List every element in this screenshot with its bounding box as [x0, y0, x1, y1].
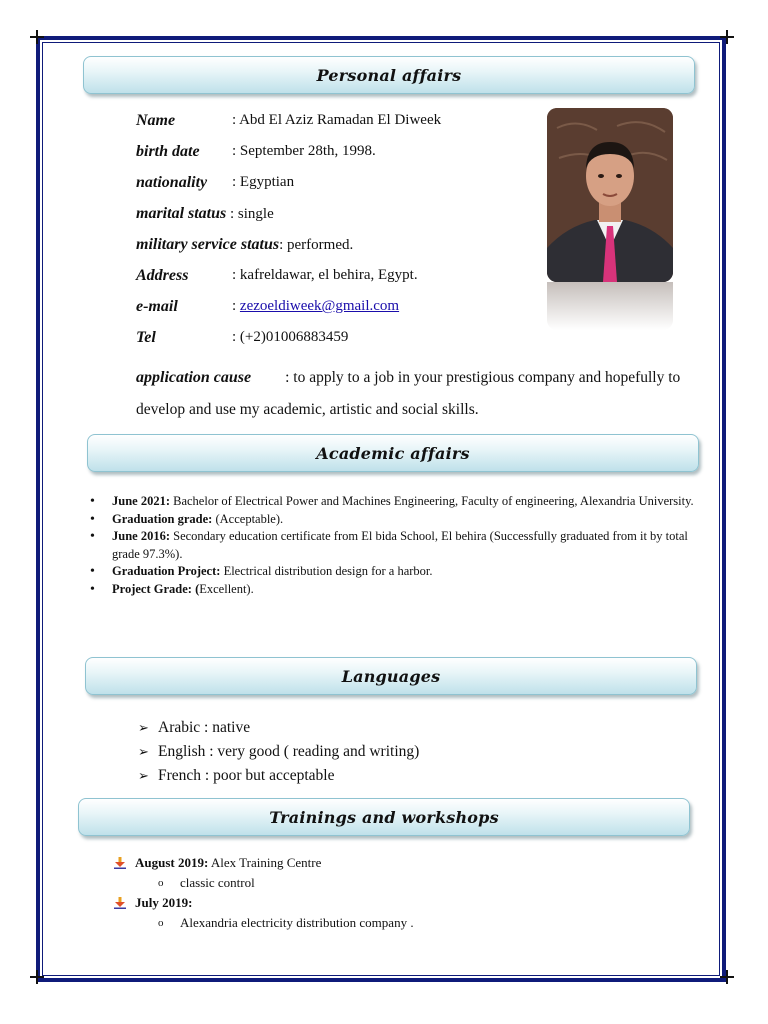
- section-header-academic: [87, 434, 699, 472]
- item-date: August 2019:: [135, 855, 209, 870]
- application-cause-text: : to apply to a job in your prestigious company and hopefully to develop and use my academic, artistic and social skills.: [136, 369, 681, 418]
- list-item: [114, 853, 414, 873]
- item-date: June 2021:: [112, 494, 170, 508]
- section-header-personal: [83, 56, 695, 94]
- download-arrow-icon: [114, 857, 126, 869]
- trainings-list: [114, 853, 414, 933]
- nationality-value: : Egyptian: [232, 174, 295, 190]
- language-text: English : very good ( reading and writing): [158, 743, 420, 760]
- marital-status-row: [136, 205, 274, 229]
- profile-photo-illustration: [547, 108, 673, 282]
- profile-photo-reflection: [547, 282, 673, 330]
- languages-list: [138, 716, 419, 788]
- section-header-languages: [85, 657, 697, 695]
- item-date: Project Grade: (: [112, 581, 200, 596]
- item-date: Graduation Project:: [112, 564, 221, 578]
- section-title: Personal affairs: [316, 65, 462, 85]
- list-item: [138, 740, 419, 764]
- academic-list: [90, 493, 700, 598]
- sub-item: o Alexandria electricity distribution company .: [114, 913, 414, 933]
- profile-photo: [547, 108, 673, 282]
- corner-ornament: [30, 970, 44, 984]
- email-label: e-mail: [136, 298, 178, 315]
- section-title: Languages: [341, 666, 441, 686]
- item-text: Excellent).: [199, 581, 254, 596]
- list-item: [90, 581, 700, 599]
- list-item: [90, 511, 700, 529]
- list-item: [138, 764, 419, 788]
- name-value: : Abd El Aziz Ramadan El Diweek: [232, 112, 442, 128]
- address-value: : kafreldawar, el behira, Egypt.: [232, 267, 418, 283]
- item-text: Alex Training Centre: [208, 855, 322, 870]
- tel-value: : (+2)01006883459: [232, 329, 349, 345]
- military-status-value: : performed.: [279, 237, 354, 253]
- military-status-label: military service status: [136, 236, 280, 253]
- address-row: [136, 267, 418, 291]
- arrow-bullet-icon: ➢: [138, 720, 149, 735]
- name-row: [136, 112, 442, 136]
- email-row: [136, 298, 400, 322]
- item-date: July 2019:: [135, 895, 193, 910]
- arrow-bullet-icon: ➢: [138, 744, 149, 759]
- download-arrow-icon: [114, 897, 126, 909]
- section-title: Trainings and workshops: [269, 807, 499, 827]
- birth-date-value: : September 28th, 1998.: [232, 143, 376, 159]
- language-text: French : poor but acceptable: [158, 767, 335, 784]
- birth-date-label: birth date: [136, 143, 200, 160]
- list-item: [114, 893, 414, 913]
- birth-date-row: [136, 143, 376, 167]
- military-status-row: [136, 236, 353, 260]
- item-text: (Acceptable).: [212, 511, 284, 526]
- list-item: [90, 528, 700, 563]
- email-link[interactable]: zezoeldiweek@gmail.com: [239, 298, 400, 314]
- section-title: Academic affairs: [316, 443, 470, 463]
- tel-row: [136, 329, 349, 353]
- list-item: [138, 716, 419, 740]
- application-cause-label: application cause: [136, 369, 252, 386]
- item-date: June 2016:: [112, 529, 170, 543]
- item-date: Graduation grade:: [112, 511, 213, 526]
- arrow-bullet-icon: ➢: [138, 768, 149, 783]
- corner-ornament: [30, 30, 44, 44]
- language-text: Arabic : native: [158, 719, 251, 736]
- sub-item: o classic control: [114, 873, 414, 893]
- address-label: Address: [136, 267, 189, 284]
- email-prefix: :: [232, 298, 240, 314]
- nationality-label: nationality: [136, 174, 208, 191]
- name-label: Name: [136, 112, 176, 129]
- list-item: [90, 493, 700, 511]
- corner-ornament: [720, 30, 734, 44]
- item-text: Electrical distribution design for a harbor.: [220, 564, 433, 578]
- item-text: Bachelor of Electrical Power and Machines Engineering, Faculty of engineering, Alexandria University.: [170, 494, 694, 508]
- nationality-row: [136, 174, 295, 198]
- item-text: Secondary education certificate from El bida School, El behira (Successfully graduated from it by total grade 97.3%).: [112, 529, 688, 561]
- corner-ornament: [720, 970, 734, 984]
- list-item: [90, 563, 700, 581]
- marital-status-label: marital status: [136, 205, 227, 222]
- marital-status-value: : single: [230, 206, 274, 222]
- section-header-trainings: [78, 798, 690, 836]
- tel-label: Tel: [136, 329, 156, 346]
- application-cause: [136, 362, 696, 426]
- email-value-wrap: [232, 298, 399, 315]
